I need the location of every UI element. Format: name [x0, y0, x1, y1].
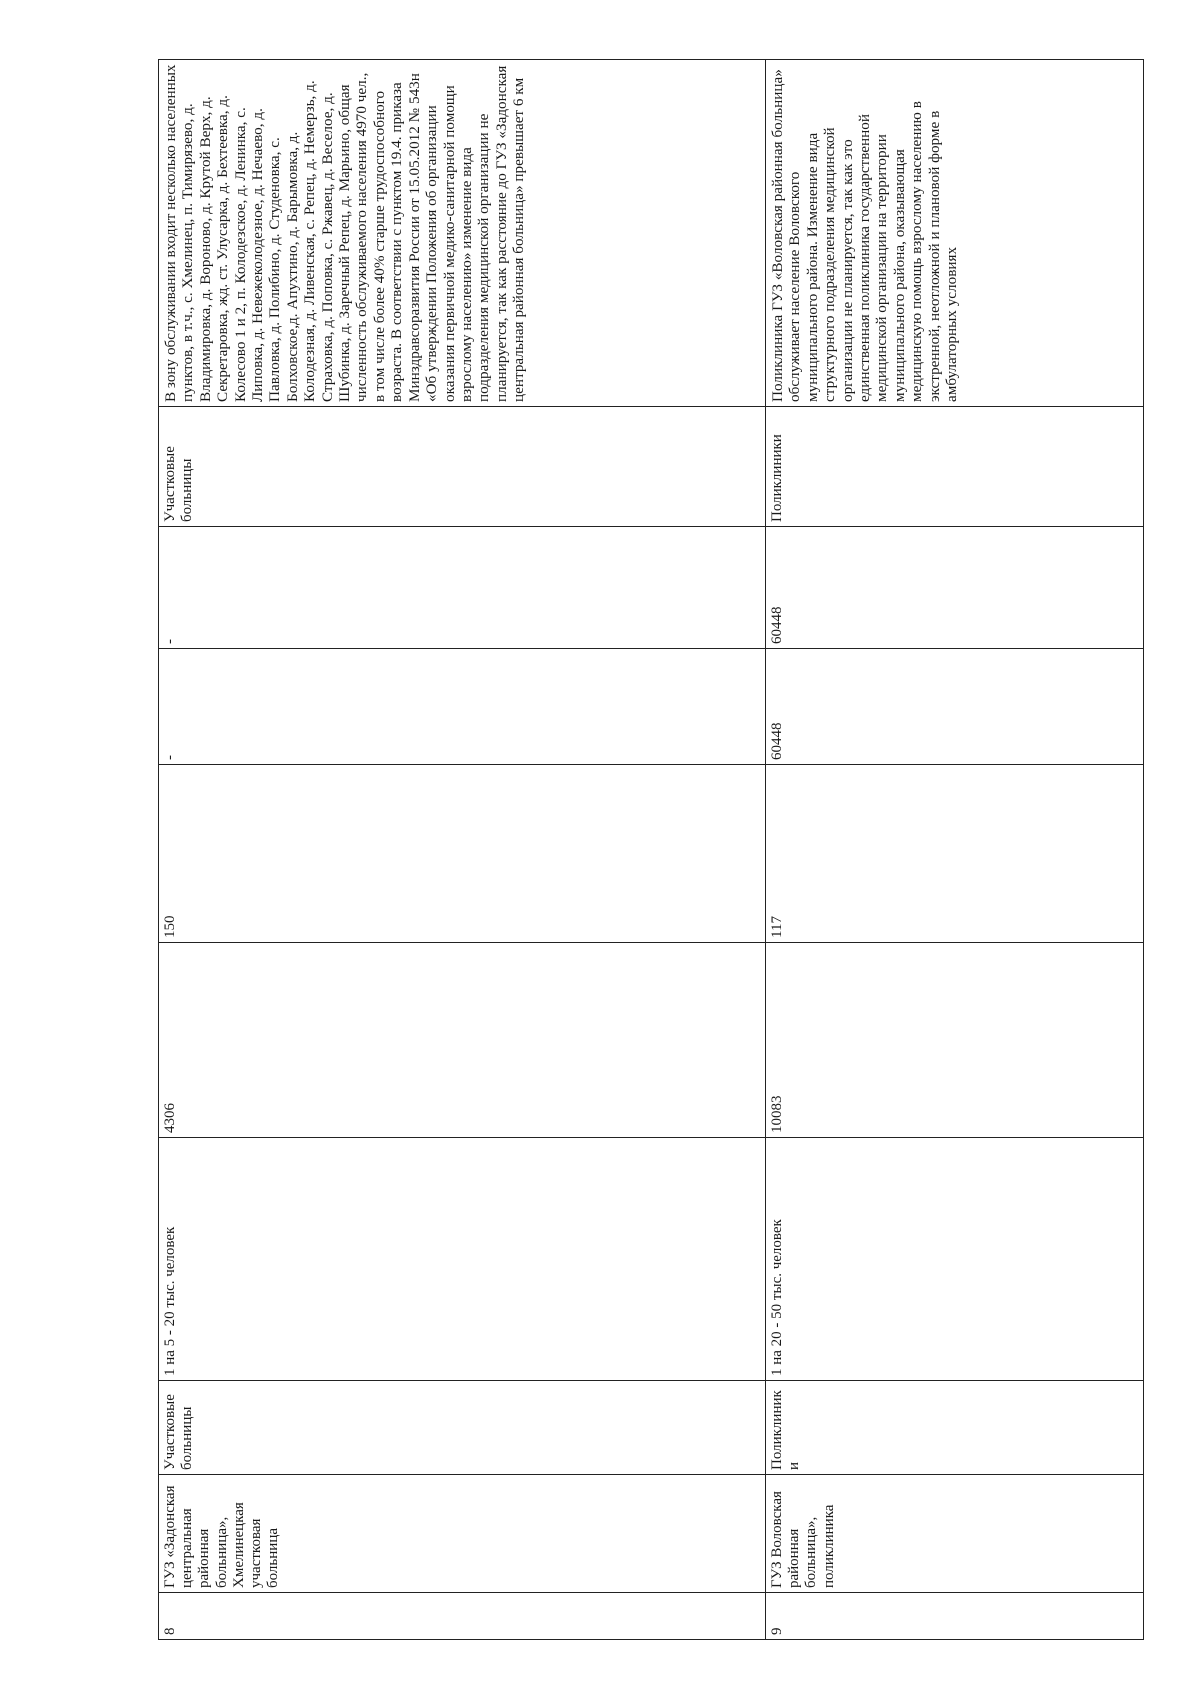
planned-type-cell: Поликлиники: [766, 407, 1144, 527]
row-number-cell: 9: [766, 1593, 1144, 1640]
value-a-cell: -: [159, 649, 766, 765]
unit-type-cell: Участковые больницы: [159, 1381, 766, 1475]
distance-cell: 117: [766, 765, 1144, 943]
note-cell: В зону обслуживании входит несколько населенных пунктов, в т.ч., с. Хмелинец, п. Тимирязево, д. Владимировка, д. Вороново, д. Крутой Верх, д. Секретаровка, жд. ст. Улусарка, д. Бехтеевка, д. Колесово 1 и 2, п. Колодезское, д. Ленинка, с. Липовка, д. Невежеколодезное, д. Нечаево, д. Павловка, д. Полибино, д. Студеновка, с. Болховское,д. Апухтино, д. Барымовка, д. Колодезная, д. Ливенская, с. Репец, д. Немерзь, д. Страховка, д. Поповка, с. Ржавец, д. Веселое, д. Шубинка, д. Заречный Репец, д. Марьино, общая численность обслуживаемого населения 4970 чел., в том числе более 40% старше трудоспособного возраста. В соответствии с пунктом 19.4. приказа Минздравсоразвития России от 15.05.2012 № 543н «Об утверждении Положения об организации оказания первичной медико-санитарной помощи взрослому населению» изменение вида подразделения медицинской организации не планируется, так как расстояние до ГУЗ «Задонская центральная районная больница» превышает 6 км: [159, 60, 766, 407]
organization-cell: ГУЗ Воловская районная больница», поликлиника: [766, 1475, 1144, 1593]
distance-cell: 150: [159, 765, 766, 943]
note-cell: Поликлиника ГУЗ «Воловская районная больница» обслуживает население Воловского муниципального района. Изменение вида структурного подразделения медицинской организации не планируется, так как это единственная поликлиника государственной медицинской организации на территории муниципального района, оказывающая медицинскую помощь взрослому населению в экстренной, неотложной и плановой форме в амбулаторных условиях: [766, 60, 1144, 407]
value-b-cell: 60448: [766, 527, 1144, 649]
population-cell: 10083: [766, 943, 1144, 1138]
table-row: [766, 60, 1144, 1640]
value-a-cell: 60448: [766, 649, 1144, 765]
rotated-table-container: [158, 60, 1143, 1640]
facilities-table: [158, 59, 1144, 1640]
row-number-cell: 8: [159, 1593, 766, 1640]
norm-cell: 1 на 20 - 50 тыс. человек: [766, 1138, 1144, 1381]
norm-cell: 1 на 5 - 20 тыс. человек: [159, 1138, 766, 1381]
planned-type-cell: Участковые больницы: [159, 407, 766, 527]
population-cell: 4306: [159, 943, 766, 1138]
organization-cell: ГУЗ «Задонская центральная районная больница», Хмелинецкая участковая больница: [159, 1475, 766, 1593]
unit-type-cell: Поликлиники: [766, 1381, 1144, 1475]
table-row: [159, 60, 766, 1640]
value-b-cell: -: [159, 527, 766, 649]
